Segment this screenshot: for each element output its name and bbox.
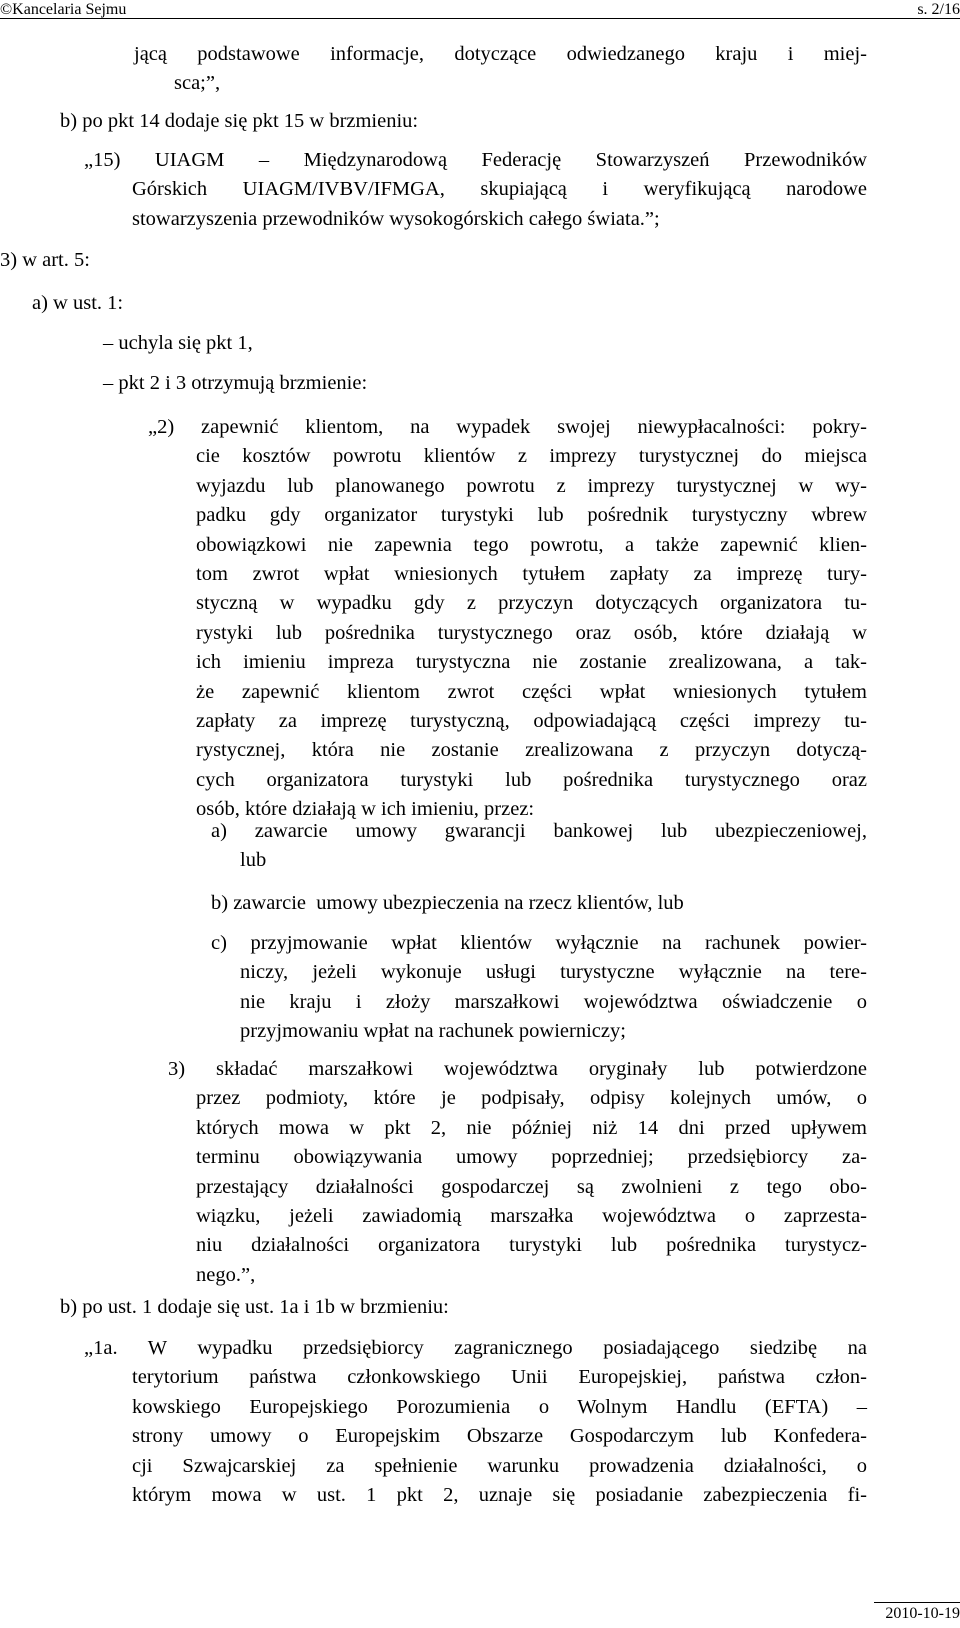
text-line: rystycznej, która nie zostanie zrealizowana z przyczyn dotyczą-	[196, 739, 867, 762]
text-line: obowiązkowi nie zapewnia tego powrotu, a także zapewnić klien-	[196, 533, 867, 556]
text-line: b) po ust. 1 dodaje się ust. 1a i 1b w brzmieniu:	[60, 1296, 449, 1318]
text-line: nie kraju i złoży marszałkowi województwa oświadczenie o	[240, 990, 867, 1013]
text-line: niu działalności organizatora turystyki lub pośrednika turystycz-	[196, 1234, 867, 1257]
text-line: że zapewnić klientom zwrot części wpłat wniesionych tytułem	[196, 680, 867, 703]
text-line: cych organizatora turystyki lub pośrednika turystycznego oraz	[196, 768, 867, 791]
point-2-item-c	[211, 929, 867, 1047]
footer-rule	[874, 1602, 960, 1603]
text-line: tom zwrot wpłat wniesionych tytułem zapłaty za imprezę tury-	[196, 563, 867, 586]
text-line: nego.”,	[196, 1263, 256, 1286]
header-rule	[0, 18, 960, 19]
text-line: 3) w art. 5:	[0, 249, 90, 271]
item-b-pkt15	[60, 107, 418, 136]
text-line: przyjmowaniu wpłat na rachunek powierniczy;	[240, 1020, 626, 1043]
text-line: ich imieniu impreza turystyczna nie zostanie zrealizowana, a tak-	[196, 651, 867, 674]
ust-1a-quote	[84, 1334, 867, 1510]
text-line: niczy, jeżeli wykonuje usługi turystyczne wyłącznie na tere-	[240, 961, 867, 984]
text-line: strony umowy o Europejskim Obszarze Gospodarczym lub Konfedera-	[132, 1425, 867, 1448]
text-line: sca;”,	[174, 72, 221, 95]
point-2-item-a	[211, 817, 867, 876]
point-2-quote	[148, 413, 867, 825]
text-line: zapłaty za imprezę turystyczną, odpowiadającą części imprezy tu-	[196, 710, 867, 733]
point-3-text	[168, 1055, 867, 1290]
text-line: c) przyjmowanie wpłat klientów wyłącznie na rachunek powier-	[211, 932, 867, 954]
header-page-number: s. 2/16	[917, 1, 960, 18]
point-2-item-b	[211, 889, 684, 918]
continued-text	[134, 40, 867, 99]
text-line: – pkt 2 i 3 otrzymują brzmienie:	[103, 372, 368, 394]
item-a-ust1	[32, 289, 123, 318]
text-line: padku gdy organizator turystyki lub pośrednik turystyczny wbrew	[196, 504, 867, 527]
dash-item-1	[103, 329, 253, 358]
text-line: styczną w wypadku gdy z przyczyn dotyczących organizatora tu-	[196, 592, 867, 615]
text-line: kowskiego Europejskiego Porozumienia o Wolnym Handlu (EFTA) –	[132, 1395, 867, 1418]
item-b-ust1a	[60, 1293, 449, 1322]
text-line: „15) UIAGM – Międzynarodową Federację Stowarzyszeń Przewodników	[84, 149, 867, 171]
text-line: lub	[240, 849, 267, 872]
text-line: a) w ust. 1:	[32, 292, 124, 314]
text-line: wyjazdu lub planowanego powrotu z imprezy turystycznej w wy-	[196, 474, 867, 497]
text-line: cie kosztów powrotu klientów z imprezy turystycznej do miejsca	[196, 445, 867, 468]
text-line: którym mowa w ust. 1 pkt 2, uznaje się posiadanie zabezpieczenia fi-	[132, 1484, 867, 1507]
text-line: Górskich UIAGM/IVBV/IFMGA, skupiającą i weryfikującą narodowe	[132, 178, 867, 201]
header-source: ©Kancelaria Sejmu	[0, 1, 127, 18]
point-15-quote	[84, 146, 867, 234]
text-line: rystyki lub pośrednika turystycznego oraz osób, które działają w	[196, 621, 867, 644]
text-line: – uchyla się pkt 1,	[103, 332, 253, 354]
text-line: „2) zapewnić klientom, na wypadek swojej niewypłacalności: pokry-	[148, 416, 867, 438]
text-line: b) po pkt 14 dodaje się pkt 15 w brzmieniu:	[60, 110, 419, 132]
text-line: przez podmioty, które je podpisały, odpisy kolejnych umów, o	[196, 1087, 867, 1110]
text-line: jącą podstawowe informacje, dotyczące odwiedzanego kraju i miej-	[134, 43, 867, 65]
text-line: b) zawarcie umowy ubezpieczenia na rzecz klientów, lub	[211, 892, 684, 914]
text-line: przestający działalności gospodarczej są zwolnieni z tego obo-	[196, 1175, 867, 1198]
article-3	[0, 246, 90, 275]
text-line: stowarzyszenia przewodników wysokogórskich całego świata.”;	[132, 207, 660, 230]
dash-item-2	[103, 369, 367, 398]
text-line: wiązku, jeżeli zawiadomią marszałka województwa o zaprzesta-	[196, 1205, 867, 1228]
footer-date: 2010-10-19	[885, 1605, 960, 1622]
text-line: osób, które działają w ich imieniu, przez:	[196, 798, 535, 821]
text-line: terytorium państwa członkowskiego Unii Europejskiej, państwa człon-	[132, 1366, 867, 1389]
text-line: a) zawarcie umowy gwarancji bankowej lub ubezpieczeniowej,	[211, 820, 867, 842]
text-line: terminu obowiązywania umowy poprzedniej; przedsiębiorcy za-	[196, 1146, 867, 1169]
text-line: 3) składać marszałkowi województwa oryginały lub potwierdzone	[168, 1058, 867, 1080]
text-line: których mowa w pkt 2, nie później niż 14 dni przed upływem	[196, 1116, 867, 1139]
text-line: cji Szwajcarskiej za spełnienie warunku prowadzenia działalności, o	[132, 1454, 867, 1477]
text-line: „1a. W wypadku przedsiębiorcy zagranicznego posiadającego siedzibę na	[84, 1337, 867, 1359]
